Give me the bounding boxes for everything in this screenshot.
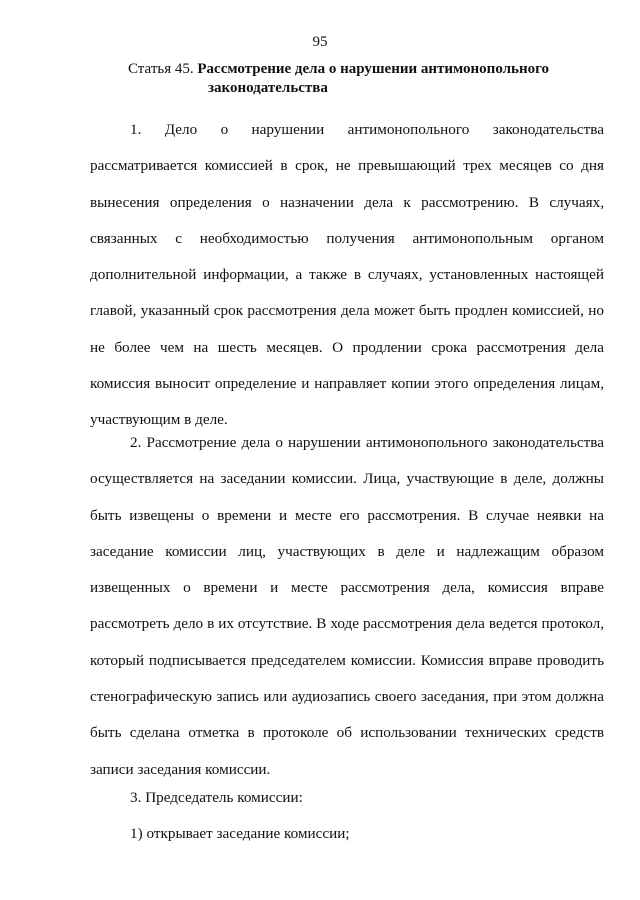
paragraph: 2. Рассмотрение дела о нарушении антимонопольного законодательства осуществляется на заседании комиссии. Лица, участвующие в деле, должны быть извещены о времени и месте его рассмотрения. В случае неявки на заседание комиссии лиц, участвующих в деле и надлежащим образом извещенных о времени и месте рассмотрения дела, комиссия вправе рассмотреть дело в их отсутствие. В ходе рассмотрения дела ведется протокол, который подписывается председателем комиссии. Комиссия вправе проводить стенографическую запись или аудиозапись своего заседания, при этом должна быть сделана отметка в протоколе об использовании технических средств записи заседания комиссии.: [90, 434, 604, 778]
paragraph: 3. Председатель комиссии:: [130, 789, 303, 806]
paragraph-3-block: [90, 780, 604, 816]
article-title-continuation: законодательства: [208, 80, 328, 96]
paragraph: 1. Дело о нарушении антимонопольного законодательства рассматривается комиссией в срок, не превышающий трех месяцев со дня вынесения определения о назначении дела к рассмотрению. В случаях, связанных с необходимостью получения антимонопольным органом дополнительной информации, а также в случаях, установленных настоящей главой, указанный срок рассмотрения дела может быть продлен комиссией, но не более чем на шесть месяцев. О продлении срока рассмотрения дела комиссия выносит определение и направляет копии этого определения лицам, участвующим в деле.: [90, 121, 604, 429]
article-number: Статья 45.: [128, 61, 194, 77]
page-number: 95: [312, 34, 328, 50]
paragraph-2-block: [90, 425, 604, 788]
paragraph-1-block: [90, 112, 604, 439]
article-title: Рассмотрение дела о нарушении антимонопольного: [197, 61, 550, 77]
paragraph: 1) открывает заседание комиссии;: [130, 825, 350, 842]
paragraph-4-block: [90, 816, 604, 852]
article-heading: [128, 60, 608, 98]
